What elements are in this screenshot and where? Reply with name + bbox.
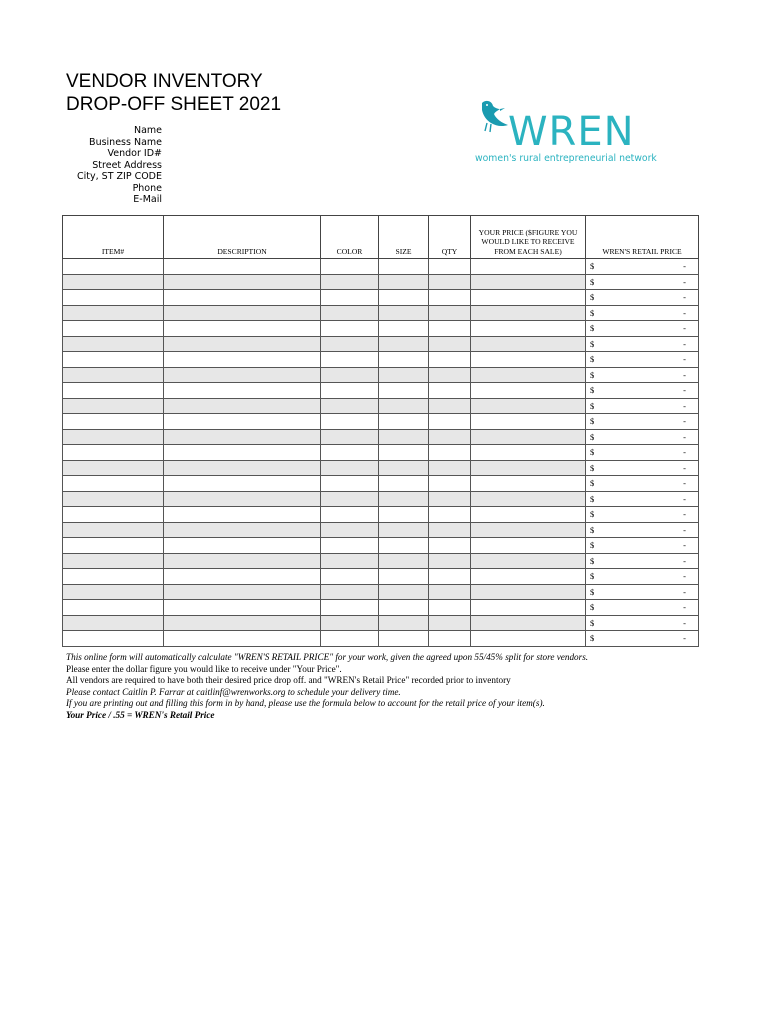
- cell-description[interactable]: [164, 383, 321, 399]
- cell-item[interactable]: [63, 398, 164, 414]
- cell-description[interactable]: [164, 631, 321, 647]
- column-header-item: ITEM#: [63, 216, 164, 259]
- currency-symbol: $: [590, 276, 595, 287]
- logo-wordmark: WREN: [508, 109, 635, 155]
- retail-price-value: -: [683, 617, 686, 628]
- retail-price-value: -: [683, 261, 686, 272]
- cell-description[interactable]: [164, 445, 321, 461]
- cell-retail-price: [586, 615, 699, 631]
- column-header-description: DESCRIPTION: [164, 216, 321, 259]
- cell-qty[interactable]: [429, 321, 471, 337]
- cell-color[interactable]: [321, 321, 379, 337]
- cell-size[interactable]: [379, 522, 429, 538]
- cell-color[interactable]: [321, 352, 379, 368]
- cell-size[interactable]: [379, 383, 429, 399]
- cell-qty[interactable]: [429, 584, 471, 600]
- cell-retail-price: [586, 538, 699, 554]
- cell-color[interactable]: [321, 414, 379, 430]
- cell-your-price[interactable]: [471, 569, 586, 585]
- cell-size[interactable]: [379, 321, 429, 337]
- retail-price-value: -: [683, 385, 686, 396]
- cell-color[interactable]: [321, 274, 379, 290]
- cell-description[interactable]: [164, 615, 321, 631]
- cell-qty[interactable]: [429, 460, 471, 476]
- logo-tagline: women's rural entrepreneurial network: [475, 153, 657, 164]
- cell-qty[interactable]: [429, 274, 471, 290]
- cell-retail-price: [586, 336, 699, 352]
- cell-item[interactable]: [63, 383, 164, 399]
- cell-qty[interactable]: [429, 398, 471, 414]
- cell-description[interactable]: [164, 429, 321, 445]
- cell-color[interactable]: [321, 398, 379, 414]
- cell-retail-price: [586, 398, 699, 414]
- cell-qty[interactable]: [429, 491, 471, 507]
- cell-retail-price: [586, 631, 699, 647]
- currency-symbol: $: [590, 509, 595, 520]
- retail-price-value: -: [683, 292, 686, 303]
- cell-color[interactable]: [321, 429, 379, 445]
- cell-description[interactable]: [164, 274, 321, 290]
- currency-symbol: $: [590, 307, 595, 318]
- retail-price-value: -: [683, 276, 686, 287]
- retail-price-value: -: [683, 478, 686, 489]
- table-row: [63, 615, 699, 631]
- cell-size[interactable]: [379, 259, 429, 275]
- cell-color[interactable]: [321, 460, 379, 476]
- currency-symbol: $: [590, 571, 595, 582]
- wren-logo: [472, 95, 682, 167]
- field-name-label: Name: [133, 125, 162, 136]
- cell-qty[interactable]: [429, 522, 471, 538]
- retail-price-value: -: [683, 369, 686, 380]
- cell-item[interactable]: [63, 538, 164, 554]
- cell-description[interactable]: [164, 538, 321, 554]
- cell-your-price[interactable]: [471, 522, 586, 538]
- wren-bird-icon: [472, 95, 682, 167]
- cell-item[interactable]: [63, 584, 164, 600]
- cell-retail-price: [586, 460, 699, 476]
- cell-color[interactable]: [321, 259, 379, 275]
- retail-price-value: -: [683, 447, 686, 458]
- currency-symbol: $: [590, 354, 595, 365]
- cell-color[interactable]: [321, 584, 379, 600]
- cell-item[interactable]: [63, 569, 164, 585]
- cell-your-price[interactable]: [471, 553, 586, 569]
- cell-retail-price: [586, 305, 699, 321]
- cell-item[interactable]: [63, 321, 164, 337]
- retail-price-value: -: [683, 540, 686, 551]
- cell-item[interactable]: [63, 631, 164, 647]
- field-vendor-id-label: Vendor ID#: [107, 148, 162, 159]
- currency-symbol: $: [590, 586, 595, 597]
- cell-color[interactable]: [321, 336, 379, 352]
- currency-symbol: $: [590, 338, 595, 349]
- cell-your-price[interactable]: [471, 305, 586, 321]
- cell-your-price[interactable]: [471, 259, 586, 275]
- table-row: [63, 414, 699, 430]
- retail-price-value: -: [683, 307, 686, 318]
- cell-item[interactable]: [63, 352, 164, 368]
- table-row: [63, 352, 699, 368]
- table-header-row: [63, 216, 699, 259]
- currency-symbol: $: [590, 431, 595, 442]
- cell-item[interactable]: [63, 507, 164, 523]
- retail-price-value: -: [683, 462, 686, 473]
- table-row: [63, 290, 699, 306]
- cell-color[interactable]: [321, 553, 379, 569]
- table-row: [63, 538, 699, 554]
- cell-description[interactable]: [164, 460, 321, 476]
- cell-your-price[interactable]: [471, 476, 586, 492]
- cell-qty[interactable]: [429, 259, 471, 275]
- cell-color[interactable]: [321, 367, 379, 383]
- cell-retail-price: [586, 569, 699, 585]
- cell-qty[interactable]: [429, 507, 471, 523]
- cell-retail-price: [586, 259, 699, 275]
- cell-description[interactable]: [164, 507, 321, 523]
- cell-retail-price: [586, 414, 699, 430]
- cell-item[interactable]: [63, 600, 164, 616]
- currency-symbol: $: [590, 540, 595, 551]
- cell-retail-price: [586, 383, 699, 399]
- cell-color[interactable]: [321, 569, 379, 585]
- cell-item[interactable]: [63, 460, 164, 476]
- currency-symbol: $: [590, 524, 595, 535]
- currency-symbol: $: [590, 633, 595, 644]
- cell-color[interactable]: [321, 445, 379, 461]
- currency-symbol: $: [590, 323, 595, 334]
- cell-item[interactable]: [63, 274, 164, 290]
- retail-price-value: -: [683, 524, 686, 535]
- cell-item[interactable]: [63, 259, 164, 275]
- cell-qty[interactable]: [429, 429, 471, 445]
- cell-description[interactable]: [164, 290, 321, 306]
- cell-description[interactable]: [164, 569, 321, 585]
- cell-qty[interactable]: [429, 445, 471, 461]
- cell-size[interactable]: [379, 445, 429, 461]
- cell-size[interactable]: [379, 367, 429, 383]
- cell-qty[interactable]: [429, 352, 471, 368]
- table-row: [63, 259, 699, 275]
- currency-symbol: $: [590, 602, 595, 613]
- cell-qty[interactable]: [429, 290, 471, 306]
- table-body: [63, 259, 699, 647]
- cell-item[interactable]: [63, 615, 164, 631]
- cell-size[interactable]: [379, 507, 429, 523]
- retail-price-value: -: [683, 602, 686, 613]
- cell-your-price[interactable]: [471, 398, 586, 414]
- cell-item[interactable]: [63, 553, 164, 569]
- currency-symbol: $: [590, 447, 595, 458]
- cell-description[interactable]: [164, 398, 321, 414]
- instructions: [66, 652, 588, 722]
- table-row: [63, 600, 699, 616]
- column-header-color: COLOR: [321, 216, 379, 259]
- cell-your-price[interactable]: [471, 460, 586, 476]
- retail-price-value: -: [683, 400, 686, 411]
- cell-description[interactable]: [164, 522, 321, 538]
- cell-description[interactable]: [164, 352, 321, 368]
- table-row: [63, 569, 699, 585]
- table-row: [63, 460, 699, 476]
- cell-your-price[interactable]: [471, 507, 586, 523]
- currency-symbol: $: [590, 555, 595, 566]
- cell-size[interactable]: [379, 600, 429, 616]
- title-line-2: DROP-OFF SHEET 2021: [66, 94, 282, 115]
- cell-item[interactable]: [63, 491, 164, 507]
- currency-symbol: $: [590, 369, 595, 380]
- cell-qty[interactable]: [429, 538, 471, 554]
- table-row: [63, 522, 699, 538]
- field-email-label: E-Mail: [133, 194, 162, 205]
- cell-qty[interactable]: [429, 600, 471, 616]
- cell-qty[interactable]: [429, 336, 471, 352]
- table-row: [63, 367, 699, 383]
- cell-description[interactable]: [164, 321, 321, 337]
- cell-your-price[interactable]: [471, 445, 586, 461]
- cell-your-price[interactable]: [471, 321, 586, 337]
- currency-symbol: $: [590, 617, 595, 628]
- retail-price-value: -: [683, 555, 686, 566]
- column-header-retail-price: WREN'S RETAIL PRICE: [586, 216, 699, 259]
- table-row: [63, 383, 699, 399]
- cell-item[interactable]: [63, 429, 164, 445]
- cell-size[interactable]: [379, 553, 429, 569]
- note-enter-price: Please enter the dollar figure you would like to receive under "Your Price".: [66, 663, 342, 674]
- cell-your-price[interactable]: [471, 491, 586, 507]
- cell-size[interactable]: [379, 429, 429, 445]
- cell-item[interactable]: [63, 305, 164, 321]
- cell-qty[interactable]: [429, 383, 471, 399]
- cell-size[interactable]: [379, 352, 429, 368]
- cell-item[interactable]: [63, 476, 164, 492]
- retail-price-value: -: [683, 323, 686, 334]
- cell-qty[interactable]: [429, 569, 471, 585]
- currency-symbol: $: [590, 416, 595, 427]
- cell-your-price[interactable]: [471, 352, 586, 368]
- cell-item[interactable]: [63, 445, 164, 461]
- inventory-table: [62, 215, 699, 647]
- cell-color[interactable]: [321, 383, 379, 399]
- cell-color[interactable]: [321, 507, 379, 523]
- cell-description[interactable]: [164, 336, 321, 352]
- cell-item[interactable]: [63, 336, 164, 352]
- cell-color[interactable]: [321, 615, 379, 631]
- cell-size[interactable]: [379, 336, 429, 352]
- cell-description[interactable]: [164, 584, 321, 600]
- retail-price-value: -: [683, 509, 686, 520]
- table-row: [63, 398, 699, 414]
- table-row: [63, 445, 699, 461]
- table-row: [63, 429, 699, 445]
- cell-retail-price: [586, 553, 699, 569]
- table-row: [63, 274, 699, 290]
- note-required: All vendors are required to have both their desired price drop off. and "WREN's Retail Price" recorded prior to inventory: [66, 675, 511, 686]
- cell-color[interactable]: [321, 522, 379, 538]
- cell-size[interactable]: [379, 476, 429, 492]
- cell-item[interactable]: [63, 414, 164, 430]
- cell-your-price[interactable]: [471, 429, 586, 445]
- cell-description[interactable]: [164, 491, 321, 507]
- cell-your-price[interactable]: [471, 383, 586, 399]
- cell-size[interactable]: [379, 569, 429, 585]
- cell-size[interactable]: [379, 290, 429, 306]
- cell-description[interactable]: [164, 259, 321, 275]
- cell-your-price[interactable]: [471, 336, 586, 352]
- cell-size[interactable]: [379, 584, 429, 600]
- cell-size[interactable]: [379, 414, 429, 430]
- cell-your-price[interactable]: [471, 584, 586, 600]
- cell-item[interactable]: [63, 290, 164, 306]
- retail-price-value: -: [683, 354, 686, 365]
- note-contact: Please contact Caitlin P. Farrar at caitlinf@wrenworks.org to schedule your delivery time.: [66, 686, 401, 697]
- field-business-name-label: Business Name: [89, 136, 162, 148]
- cell-size[interactable]: [379, 491, 429, 507]
- cell-your-price[interactable]: [471, 631, 586, 647]
- currency-symbol: $: [590, 292, 595, 303]
- cell-size[interactable]: [379, 460, 429, 476]
- currency-symbol: $: [590, 478, 595, 489]
- cell-retail-price: [586, 522, 699, 538]
- cell-color[interactable]: [321, 631, 379, 647]
- cell-description[interactable]: [164, 367, 321, 383]
- retail-price-value: -: [683, 633, 686, 644]
- cell-qty[interactable]: [429, 631, 471, 647]
- column-header-your-price: YOUR PRICE ($FIGURE YOU WOULD LIKE TO RECEIVE FROM EACH SALE): [471, 216, 586, 259]
- cell-retail-price: [586, 352, 699, 368]
- currency-symbol: $: [590, 261, 595, 272]
- cell-your-price[interactable]: [471, 414, 586, 430]
- field-street-address-label: Street Address: [92, 159, 162, 171]
- table-row: [63, 584, 699, 600]
- note-auto-calc: This online form will automatically calculate "WREN'S RETAIL PRICE" for your work, given the agreed upon 55/45% split for store vendors.: [66, 652, 589, 662]
- cell-your-price[interactable]: [471, 290, 586, 306]
- cell-description[interactable]: [164, 305, 321, 321]
- cell-retail-price: [586, 321, 699, 337]
- cell-qty[interactable]: [429, 367, 471, 383]
- table-row: [63, 336, 699, 352]
- retail-price-value: -: [683, 338, 686, 349]
- table-row: [63, 507, 699, 523]
- cell-color[interactable]: [321, 305, 379, 321]
- table-row: [63, 491, 699, 507]
- cell-color[interactable]: [321, 476, 379, 492]
- cell-color[interactable]: [321, 290, 379, 306]
- cell-description[interactable]: [164, 476, 321, 492]
- cell-retail-price: [586, 491, 699, 507]
- note-print-instructions: If you are printing out and filling this form in by hand, please use the formula below to account for the retail price of your item(s).: [66, 698, 545, 709]
- cell-item[interactable]: [63, 367, 164, 383]
- cell-qty[interactable]: [429, 615, 471, 631]
- cell-retail-price: [586, 429, 699, 445]
- cell-size[interactable]: [379, 274, 429, 290]
- cell-size[interactable]: [379, 538, 429, 554]
- cell-qty[interactable]: [429, 476, 471, 492]
- currency-symbol: $: [590, 385, 595, 396]
- cell-description[interactable]: [164, 600, 321, 616]
- cell-your-price[interactable]: [471, 274, 586, 290]
- cell-item[interactable]: [63, 522, 164, 538]
- cell-your-price[interactable]: [471, 615, 586, 631]
- cell-size[interactable]: [379, 631, 429, 647]
- cell-retail-price: [586, 600, 699, 616]
- table-row: [63, 553, 699, 569]
- cell-retail-price: [586, 290, 699, 306]
- page-title: [66, 70, 281, 116]
- cell-color[interactable]: [321, 491, 379, 507]
- vendor-info-fields: [60, 125, 162, 206]
- column-header-qty: QTY: [429, 216, 471, 259]
- cell-description[interactable]: [164, 414, 321, 430]
- column-header-size: SIZE: [379, 216, 429, 259]
- table-row: [63, 305, 699, 321]
- table-row: [63, 476, 699, 492]
- cell-retail-price: [586, 274, 699, 290]
- cell-your-price[interactable]: [471, 538, 586, 554]
- cell-your-price[interactable]: [471, 367, 586, 383]
- title-line-1: VENDOR INVENTORY: [66, 71, 263, 92]
- table-row: [63, 631, 699, 647]
- retail-price-value: -: [683, 416, 686, 427]
- cell-retail-price: [586, 584, 699, 600]
- cell-color[interactable]: [321, 538, 379, 554]
- retail-price-value: -: [683, 586, 686, 597]
- currency-symbol: $: [590, 400, 595, 411]
- cell-size[interactable]: [379, 305, 429, 321]
- field-city-state-zip-label: City, ST ZIP CODE: [77, 171, 162, 182]
- cell-retail-price: [586, 367, 699, 383]
- cell-retail-price: [586, 507, 699, 523]
- retail-price-value: -: [683, 493, 686, 504]
- cell-size[interactable]: [379, 398, 429, 414]
- field-phone-label: Phone: [132, 182, 162, 194]
- table-row: [63, 321, 699, 337]
- cell-qty[interactable]: [429, 553, 471, 569]
- cell-qty[interactable]: [429, 305, 471, 321]
- cell-retail-price: [586, 476, 699, 492]
- cell-size[interactable]: [379, 615, 429, 631]
- cell-qty[interactable]: [429, 414, 471, 430]
- retail-price-value: -: [683, 571, 686, 582]
- cell-description[interactable]: [164, 553, 321, 569]
- currency-symbol: $: [590, 493, 595, 504]
- cell-color[interactable]: [321, 600, 379, 616]
- cell-your-price[interactable]: [471, 600, 586, 616]
- cell-retail-price: [586, 445, 699, 461]
- currency-symbol: $: [590, 462, 595, 473]
- note-formula: Your Price / .55 = WREN's Retail Price: [66, 709, 215, 720]
- retail-price-value: -: [683, 431, 686, 442]
